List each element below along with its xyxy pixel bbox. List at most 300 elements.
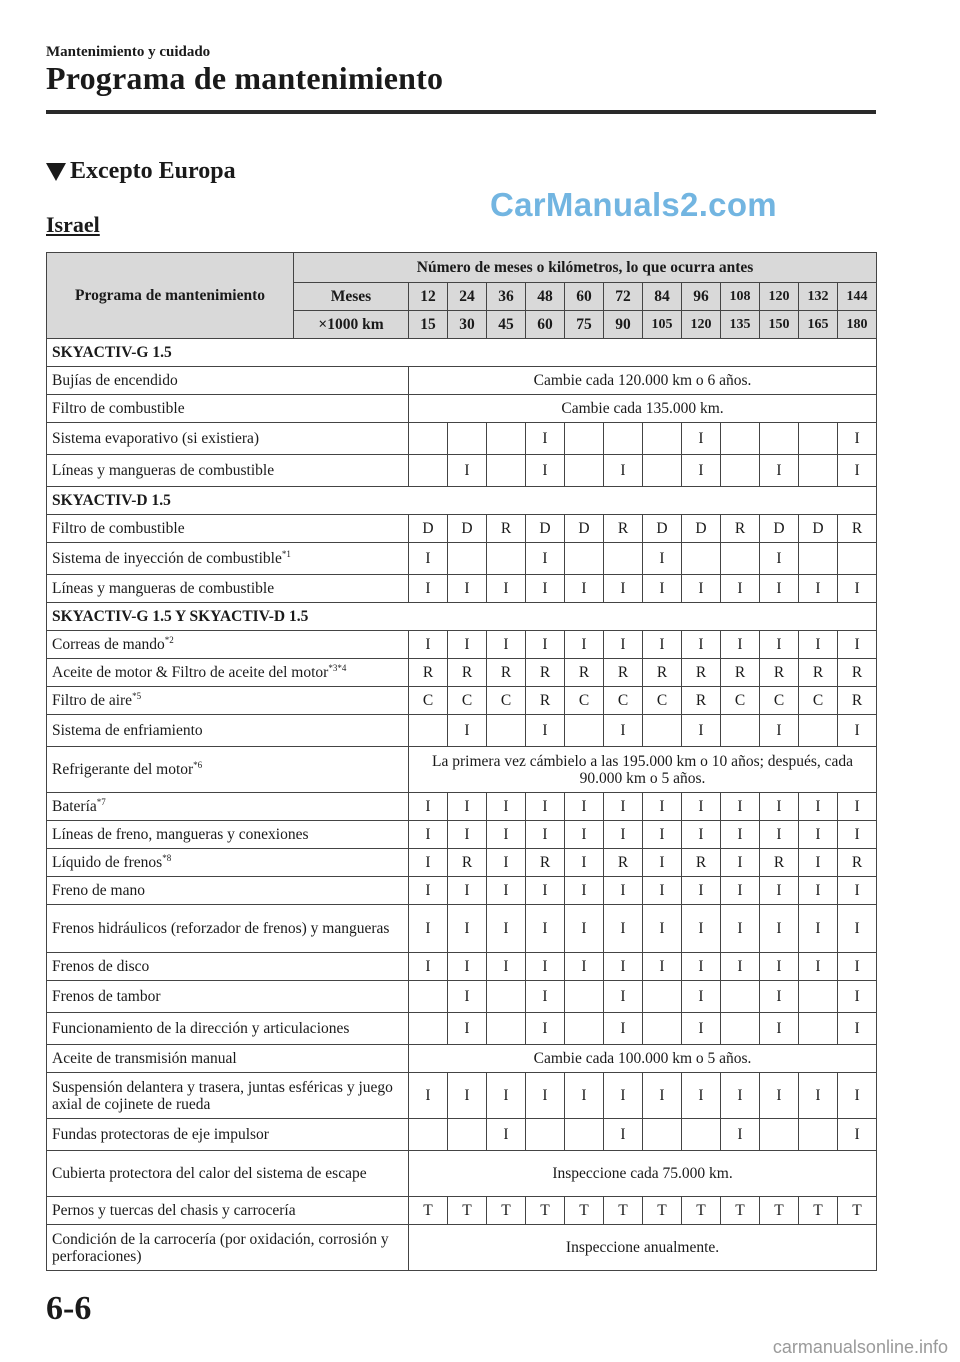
item-label bbox=[47, 953, 409, 981]
interval-cell: I bbox=[682, 1013, 721, 1045]
interval-cell bbox=[409, 455, 448, 487]
interval-cell: I bbox=[838, 905, 877, 953]
interval-note: Cambie cada 100.000 km o 5 años. bbox=[409, 1045, 877, 1073]
interval-cell bbox=[448, 543, 487, 575]
interval-cell: C bbox=[565, 687, 604, 715]
interval-cell: I bbox=[409, 953, 448, 981]
interval-cell bbox=[526, 1119, 565, 1151]
interval-cell: I bbox=[604, 1073, 643, 1119]
section-row bbox=[47, 603, 877, 631]
item-label-text: Frenos hidráulicos (reforzador de frenos) y mangueras bbox=[52, 920, 390, 937]
km-cell: 120 bbox=[682, 311, 721, 339]
watermark: CarManuals2.com bbox=[490, 186, 777, 223]
footnote-ref: *7 bbox=[96, 796, 106, 807]
item-label bbox=[47, 1225, 409, 1271]
table-row bbox=[47, 1225, 877, 1271]
interval-cell: I bbox=[604, 1119, 643, 1151]
footnote-ref: *6 bbox=[193, 759, 203, 770]
km-cell: 105 bbox=[643, 311, 682, 339]
interval-cell: I bbox=[604, 715, 643, 747]
interval-cell: I bbox=[682, 905, 721, 953]
item-label-text: Sistema de enfriamiento bbox=[52, 722, 203, 739]
interval-cell: I bbox=[838, 1119, 877, 1151]
table-row bbox=[47, 877, 877, 905]
item-label-text: Freno de mano bbox=[52, 882, 145, 899]
interval-cell: C bbox=[487, 687, 526, 715]
interval-cell: T bbox=[682, 1197, 721, 1225]
interval-cell bbox=[565, 1119, 604, 1151]
page-title: Programa de mantenimiento bbox=[46, 60, 444, 96]
interval-cell: I bbox=[448, 455, 487, 487]
interval-cell bbox=[799, 1119, 838, 1151]
interval-cell: I bbox=[799, 575, 838, 603]
interval-cell: I bbox=[487, 953, 526, 981]
interval-cell bbox=[409, 1013, 448, 1045]
item-label-text: Filtro de combustible bbox=[52, 520, 185, 537]
interval-cell: C bbox=[604, 687, 643, 715]
interval-cell: I bbox=[799, 1073, 838, 1119]
interval-cell bbox=[721, 423, 760, 455]
interval-cell: I bbox=[487, 575, 526, 603]
interval-cell: I bbox=[604, 575, 643, 603]
km-cell: 150 bbox=[760, 311, 799, 339]
interval-cell: I bbox=[409, 575, 448, 603]
interval-cell: I bbox=[721, 849, 760, 877]
interval-cell bbox=[760, 1119, 799, 1151]
interval-cell: I bbox=[838, 953, 877, 981]
interval-cell: I bbox=[760, 877, 799, 905]
item-label-text: Filtro de combustible bbox=[52, 400, 185, 417]
interval-cell: I bbox=[487, 821, 526, 849]
subheading bbox=[46, 158, 236, 185]
interval-cell: T bbox=[448, 1197, 487, 1225]
table-row bbox=[47, 515, 877, 543]
interval-cell: I bbox=[604, 455, 643, 487]
interval-cell: T bbox=[721, 1197, 760, 1225]
interval-cell: I bbox=[448, 1013, 487, 1045]
section-label: SKYACTIV-G 1.5 bbox=[47, 339, 877, 367]
interval-cell: R bbox=[604, 659, 643, 687]
interval-cell: R bbox=[526, 687, 565, 715]
interval-cell bbox=[409, 423, 448, 455]
table-row bbox=[47, 821, 877, 849]
interval-cell: I bbox=[682, 877, 721, 905]
interval-cell: C bbox=[409, 687, 448, 715]
km-cell: 75 bbox=[565, 311, 604, 339]
interval-cell: T bbox=[526, 1197, 565, 1225]
interval-cell: I bbox=[565, 953, 604, 981]
item-label bbox=[47, 1045, 409, 1073]
interval-cell: R bbox=[682, 687, 721, 715]
item-label bbox=[47, 515, 409, 543]
interval-cell: I bbox=[838, 575, 877, 603]
item-label-text: Líquido de frenos bbox=[52, 854, 163, 871]
interval-cell: I bbox=[643, 953, 682, 981]
interval-cell: C bbox=[721, 687, 760, 715]
interval-cell: D bbox=[682, 515, 721, 543]
interval-cell: C bbox=[643, 687, 682, 715]
footnote-ref: *5 bbox=[132, 690, 142, 701]
interval-cell: I bbox=[682, 981, 721, 1013]
interval-cell bbox=[487, 455, 526, 487]
interval-cell bbox=[565, 423, 604, 455]
interval-cell bbox=[565, 1013, 604, 1045]
interval-cell: D bbox=[760, 515, 799, 543]
item-label bbox=[47, 747, 409, 793]
interval-cell: R bbox=[604, 849, 643, 877]
interval-cell: R bbox=[760, 849, 799, 877]
interval-cell: I bbox=[448, 905, 487, 953]
interval-cell: I bbox=[760, 631, 799, 659]
interval-cell: I bbox=[721, 793, 760, 821]
interval-cell: I bbox=[565, 849, 604, 877]
interval-cell bbox=[721, 455, 760, 487]
interval-cell: I bbox=[799, 821, 838, 849]
km-cell: 165 bbox=[799, 311, 838, 339]
interval-cell: I bbox=[838, 981, 877, 1013]
item-label bbox=[47, 793, 409, 821]
interval-cell: I bbox=[838, 821, 877, 849]
interval-cell bbox=[838, 543, 877, 575]
interval-cell bbox=[409, 715, 448, 747]
interval-cell: I bbox=[526, 1073, 565, 1119]
interval-cell: I bbox=[526, 981, 565, 1013]
section-row bbox=[47, 487, 877, 515]
item-label bbox=[47, 849, 409, 877]
interval-cell: T bbox=[565, 1197, 604, 1225]
interval-cell: R bbox=[604, 515, 643, 543]
interval-cell: R bbox=[526, 659, 565, 687]
interval-cell: I bbox=[643, 543, 682, 575]
interval-cell: R bbox=[682, 849, 721, 877]
interval-cell bbox=[643, 423, 682, 455]
interval-cell: I bbox=[604, 793, 643, 821]
interval-cell: I bbox=[760, 905, 799, 953]
interval-cell: I bbox=[565, 631, 604, 659]
table-head bbox=[47, 253, 877, 339]
months-cell: 48 bbox=[526, 283, 565, 311]
interval-cell: I bbox=[604, 877, 643, 905]
footer-site: carmanualsonline.info bbox=[772, 1337, 948, 1357]
km-cell: 45 bbox=[487, 311, 526, 339]
interval-cell bbox=[643, 981, 682, 1013]
interval-cell: I bbox=[721, 877, 760, 905]
item-label bbox=[47, 1151, 409, 1197]
table-row bbox=[47, 367, 877, 395]
interval-span-label: Número de meses o kilómetros, lo que ocurra antes bbox=[294, 253, 877, 283]
interval-cell: D bbox=[643, 515, 682, 543]
interval-cell: I bbox=[409, 821, 448, 849]
months-cell: 96 bbox=[682, 283, 721, 311]
footnote-ref: *1 bbox=[281, 548, 291, 559]
interval-cell: I bbox=[721, 821, 760, 849]
interval-cell: R bbox=[682, 659, 721, 687]
interval-cell: I bbox=[526, 1013, 565, 1045]
interval-cell: I bbox=[643, 631, 682, 659]
item-label bbox=[47, 981, 409, 1013]
interval-cell: C bbox=[448, 687, 487, 715]
interval-cell: I bbox=[526, 631, 565, 659]
interval-cell bbox=[760, 423, 799, 455]
interval-cell: I bbox=[526, 715, 565, 747]
interval-cell: I bbox=[643, 575, 682, 603]
interval-cell: I bbox=[760, 575, 799, 603]
interval-cell: I bbox=[604, 905, 643, 953]
interval-cell bbox=[448, 1119, 487, 1151]
region-heading: Israel bbox=[46, 212, 100, 237]
km-cell: 60 bbox=[526, 311, 565, 339]
interval-cell: I bbox=[838, 455, 877, 487]
triangle-down-icon bbox=[46, 163, 66, 181]
interval-note: La primera vez cámbielo a las 195.000 km o 10 años; después, cada 90.000 km o 5 años. bbox=[409, 747, 877, 793]
interval-cell bbox=[682, 543, 721, 575]
interval-cell: I bbox=[448, 1073, 487, 1119]
interval-cell bbox=[799, 715, 838, 747]
interval-cell: I bbox=[409, 1073, 448, 1119]
interval-cell: I bbox=[448, 953, 487, 981]
interval-cell bbox=[799, 981, 838, 1013]
interval-cell: I bbox=[487, 631, 526, 659]
item-label-text: Refrigerante del motor bbox=[52, 761, 194, 778]
interval-cell: I bbox=[643, 821, 682, 849]
interval-cell: I bbox=[799, 877, 838, 905]
interval-cell: I bbox=[565, 575, 604, 603]
interval-cell: I bbox=[526, 793, 565, 821]
table-row bbox=[47, 455, 877, 487]
item-label bbox=[47, 1119, 409, 1151]
interval-cell bbox=[565, 543, 604, 575]
table-row bbox=[47, 687, 877, 715]
interval-cell bbox=[487, 1013, 526, 1045]
interval-cell: I bbox=[721, 575, 760, 603]
interval-cell bbox=[721, 543, 760, 575]
interval-cell: I bbox=[721, 1119, 760, 1151]
interval-cell: D bbox=[799, 515, 838, 543]
item-label-text: Pernos y tuercas del chasis y carrocería bbox=[52, 1202, 296, 1219]
footnote-ref: *3*4 bbox=[328, 662, 347, 673]
table-row bbox=[47, 715, 877, 747]
months-cell: 144 bbox=[838, 283, 877, 311]
item-label-text: Líneas y mangueras de combustible bbox=[52, 580, 275, 597]
months-cell: 84 bbox=[643, 283, 682, 311]
interval-cell: R bbox=[760, 659, 799, 687]
interval-cell: R bbox=[838, 849, 877, 877]
item-label bbox=[47, 575, 409, 603]
interval-cell: I bbox=[682, 631, 721, 659]
interval-cell bbox=[799, 455, 838, 487]
interval-cell: I bbox=[409, 793, 448, 821]
interval-cell bbox=[643, 1013, 682, 1045]
interval-note: Cambie cada 120.000 km o 6 años. bbox=[409, 367, 877, 395]
interval-cell: I bbox=[682, 1073, 721, 1119]
interval-note: Inspeccione cada 75.000 km. bbox=[409, 1151, 877, 1197]
interval-cell bbox=[487, 715, 526, 747]
interval-cell: I bbox=[682, 953, 721, 981]
interval-cell: I bbox=[643, 849, 682, 877]
interval-cell: C bbox=[760, 687, 799, 715]
interval-cell: I bbox=[643, 905, 682, 953]
months-cell: 120 bbox=[760, 283, 799, 311]
item-label bbox=[47, 367, 409, 395]
interval-cell bbox=[604, 423, 643, 455]
item-label bbox=[47, 659, 409, 687]
months-cell: 12 bbox=[409, 283, 448, 311]
item-label-text: Líneas de freno, mangueras y conexiones bbox=[52, 826, 309, 843]
table-row bbox=[47, 395, 877, 423]
interval-cell bbox=[565, 715, 604, 747]
interval-cell: I bbox=[799, 905, 838, 953]
interval-cell: I bbox=[409, 543, 448, 575]
item-label bbox=[47, 1197, 409, 1225]
interval-cell: R bbox=[487, 515, 526, 543]
interval-cell bbox=[643, 455, 682, 487]
interval-cell: T bbox=[760, 1197, 799, 1225]
interval-cell bbox=[721, 1013, 760, 1045]
table-row bbox=[47, 423, 877, 455]
km-cell: 135 bbox=[721, 311, 760, 339]
interval-cell: I bbox=[448, 793, 487, 821]
maintenance-table bbox=[46, 252, 877, 1271]
interval-cell: I bbox=[409, 631, 448, 659]
interval-cell: I bbox=[448, 877, 487, 905]
interval-cell: I bbox=[760, 821, 799, 849]
interval-cell: I bbox=[526, 877, 565, 905]
program-label: Programa de mantenimiento bbox=[47, 253, 294, 339]
interval-cell: R bbox=[409, 659, 448, 687]
table-row bbox=[47, 1073, 877, 1119]
interval-cell bbox=[604, 543, 643, 575]
interval-cell: I bbox=[565, 821, 604, 849]
interval-cell: I bbox=[799, 849, 838, 877]
interval-cell: I bbox=[565, 905, 604, 953]
interval-cell bbox=[409, 1119, 448, 1151]
interval-cell: I bbox=[487, 793, 526, 821]
footnote-ref: *8 bbox=[162, 852, 172, 863]
interval-cell: T bbox=[604, 1197, 643, 1225]
item-label-text: Cubierta protectora del calor del sistema de escape bbox=[52, 1165, 367, 1182]
interval-cell: I bbox=[643, 793, 682, 821]
interval-cell: D bbox=[409, 515, 448, 543]
interval-note: Cambie cada 135.000 km. bbox=[409, 395, 877, 423]
interval-cell: R bbox=[799, 659, 838, 687]
interval-cell: I bbox=[682, 455, 721, 487]
interval-cell: I bbox=[526, 821, 565, 849]
months-cell: 132 bbox=[799, 283, 838, 311]
months-cell: 60 bbox=[565, 283, 604, 311]
interval-cell bbox=[409, 981, 448, 1013]
interval-cell bbox=[799, 1013, 838, 1045]
item-label-text: Frenos de tambor bbox=[52, 988, 161, 1005]
section-row bbox=[47, 339, 877, 367]
interval-cell: I bbox=[526, 905, 565, 953]
interval-cell: I bbox=[526, 953, 565, 981]
interval-cell: I bbox=[760, 1073, 799, 1119]
item-label bbox=[47, 821, 409, 849]
table-row bbox=[47, 659, 877, 687]
table-row bbox=[47, 543, 877, 575]
item-label-text: Bujías de encendido bbox=[52, 372, 178, 389]
item-label-text: Fundas protectoras de eje impulsor bbox=[52, 1126, 269, 1143]
item-label-text: Filtro de aire bbox=[52, 692, 133, 709]
item-label bbox=[47, 1073, 409, 1119]
interval-cell: R bbox=[643, 659, 682, 687]
interval-cell: T bbox=[409, 1197, 448, 1225]
item-label-text: Sistema evaporativo (si existiera) bbox=[52, 430, 260, 447]
interval-cell: I bbox=[721, 1073, 760, 1119]
interval-cell: I bbox=[604, 631, 643, 659]
interval-cell: I bbox=[487, 1073, 526, 1119]
item-label-text: Condición de la carrocería (por oxidación, corrosión y perforaciones) bbox=[52, 1230, 389, 1265]
km-cell: 15 bbox=[409, 311, 448, 339]
interval-cell: I bbox=[760, 793, 799, 821]
item-label-text: Correas de mando bbox=[52, 636, 165, 653]
section-label: SKYACTIV-D 1.5 bbox=[47, 487, 877, 515]
section-label: SKYACTIV-G 1.5 Y SKYACTIV-D 1.5 bbox=[47, 603, 877, 631]
interval-cell bbox=[799, 423, 838, 455]
interval-cell: I bbox=[565, 877, 604, 905]
item-label-text: Funcionamiento de la dirección y articulaciones bbox=[52, 1020, 350, 1037]
km-label: ×1000 km bbox=[294, 311, 409, 339]
item-label-text: Sistema de inyección de combustible bbox=[52, 550, 282, 567]
interval-cell bbox=[721, 981, 760, 1013]
item-label bbox=[47, 631, 409, 659]
interval-cell: I bbox=[682, 423, 721, 455]
interval-cell: I bbox=[526, 575, 565, 603]
table-row bbox=[47, 1151, 877, 1197]
interval-cell: I bbox=[448, 631, 487, 659]
item-label bbox=[47, 543, 409, 575]
interval-cell bbox=[643, 1119, 682, 1151]
interval-cell: T bbox=[799, 1197, 838, 1225]
interval-cell: I bbox=[838, 1073, 877, 1119]
interval-cell: I bbox=[448, 981, 487, 1013]
interval-cell: R bbox=[526, 849, 565, 877]
interval-cell: I bbox=[682, 715, 721, 747]
item-label bbox=[47, 877, 409, 905]
item-label bbox=[47, 455, 409, 487]
interval-cell: I bbox=[682, 821, 721, 849]
header-rule bbox=[46, 110, 876, 114]
interval-cell: I bbox=[838, 423, 877, 455]
interval-cell: I bbox=[604, 821, 643, 849]
km-cell: 90 bbox=[604, 311, 643, 339]
interval-note: Inspeccione anualmente. bbox=[409, 1225, 877, 1271]
interval-cell: T bbox=[643, 1197, 682, 1225]
item-label bbox=[47, 687, 409, 715]
km-cell: 30 bbox=[448, 311, 487, 339]
interval-cell: R bbox=[487, 659, 526, 687]
interval-cell: I bbox=[760, 953, 799, 981]
interval-cell: I bbox=[682, 793, 721, 821]
section-header: Mantenimiento y cuidado bbox=[46, 44, 211, 60]
table-row bbox=[47, 793, 877, 821]
interval-cell: I bbox=[526, 543, 565, 575]
interval-cell: I bbox=[799, 953, 838, 981]
interval-cell: D bbox=[526, 515, 565, 543]
interval-cell: I bbox=[526, 423, 565, 455]
months-cell: 36 bbox=[487, 283, 526, 311]
interval-cell: I bbox=[487, 1119, 526, 1151]
table-row bbox=[47, 747, 877, 793]
interval-cell bbox=[565, 455, 604, 487]
table-row bbox=[47, 953, 877, 981]
table-row bbox=[47, 905, 877, 953]
table-row bbox=[47, 575, 877, 603]
interval-cell: I bbox=[526, 455, 565, 487]
interval-cell: I bbox=[760, 455, 799, 487]
item-label-text: Aceite de transmisión manual bbox=[52, 1050, 237, 1067]
interval-cell: R bbox=[565, 659, 604, 687]
